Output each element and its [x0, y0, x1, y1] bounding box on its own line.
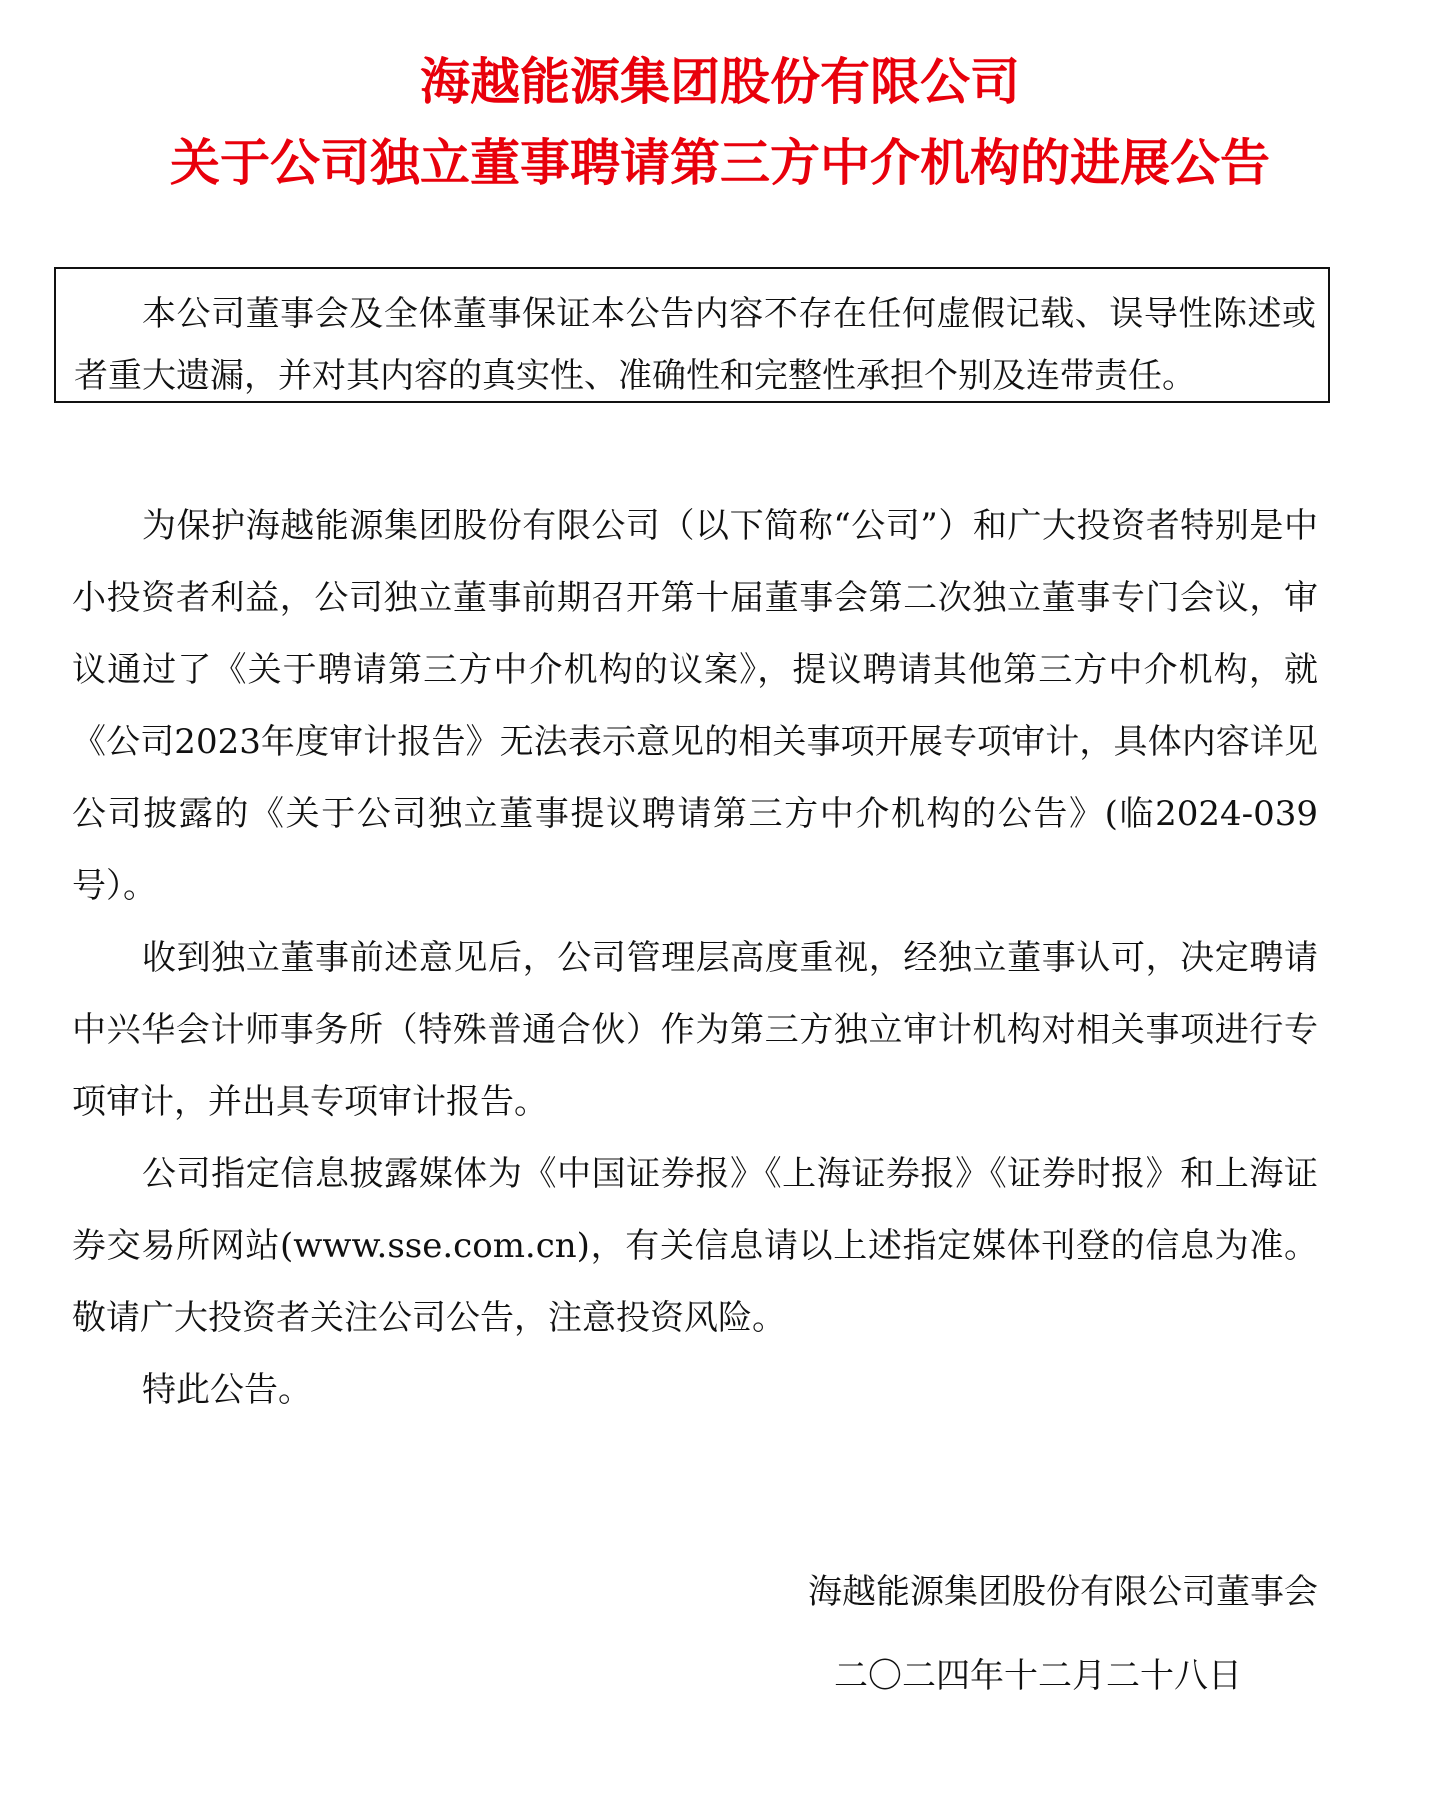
- body-paragraph-3: 公司指定信息披露媒体为《中国证券报》《上海证券报》《证券时报》和上海证券交易所网站(www.sse.com.cn)，有关信息请以上述指定媒体刊登的信息为准。敬请广大投资者关注公司公告，注意投资风险。: [72, 1154, 1318, 1338]
- announcement-title: 关于公司独立董事聘请第三方中介机构的进展公告: [170, 134, 1270, 192]
- board-signature: 海越能源集团股份有限公司董事会: [808, 1572, 1318, 1612]
- announcement-body: [72, 490, 1318, 1426]
- body-paragraph-1: 为保护海越能源集团股份有限公司（以下简称“公司”）和广大投资者特别是中小投资者利益，公司独立董事前期召开第十届董事会第二次独立董事专门会议，审议通过了《关于聘请第三方中介机构的议案》，提议聘请其他第三方中介机构，就《公司2023年度审计报告》无法表示意见的相关事项开展专项审计，具体内容详见公司披露的《关于公司独立董事提议聘请第三方中介机构的公告》(临2024-039号）。: [72, 506, 1318, 906]
- body-paragraph-2: 收到独立董事前述意见后，公司管理层高度重视，经独立董事认可，决定聘请中兴华会计师事务所（特殊普通合伙）作为第三方独立审计机构对相关事项进行专项审计，并出具专项审计报告。: [72, 938, 1318, 1122]
- announcement-date: 二〇二四年十二月二十八日: [834, 1656, 1242, 1696]
- disclaimer-box: [54, 267, 1330, 403]
- closing-statement: 特此公告。: [142, 1370, 312, 1410]
- company-title: 海越能源集团股份有限公司: [420, 53, 1020, 111]
- disclaimer-text: 本公司董事会及全体董事保证本公告内容不存在任何虚假记载、误导性陈述或者重大遗漏，并对其内容的真实性、准确性和完整性承担个别及连带责任。: [74, 294, 1316, 396]
